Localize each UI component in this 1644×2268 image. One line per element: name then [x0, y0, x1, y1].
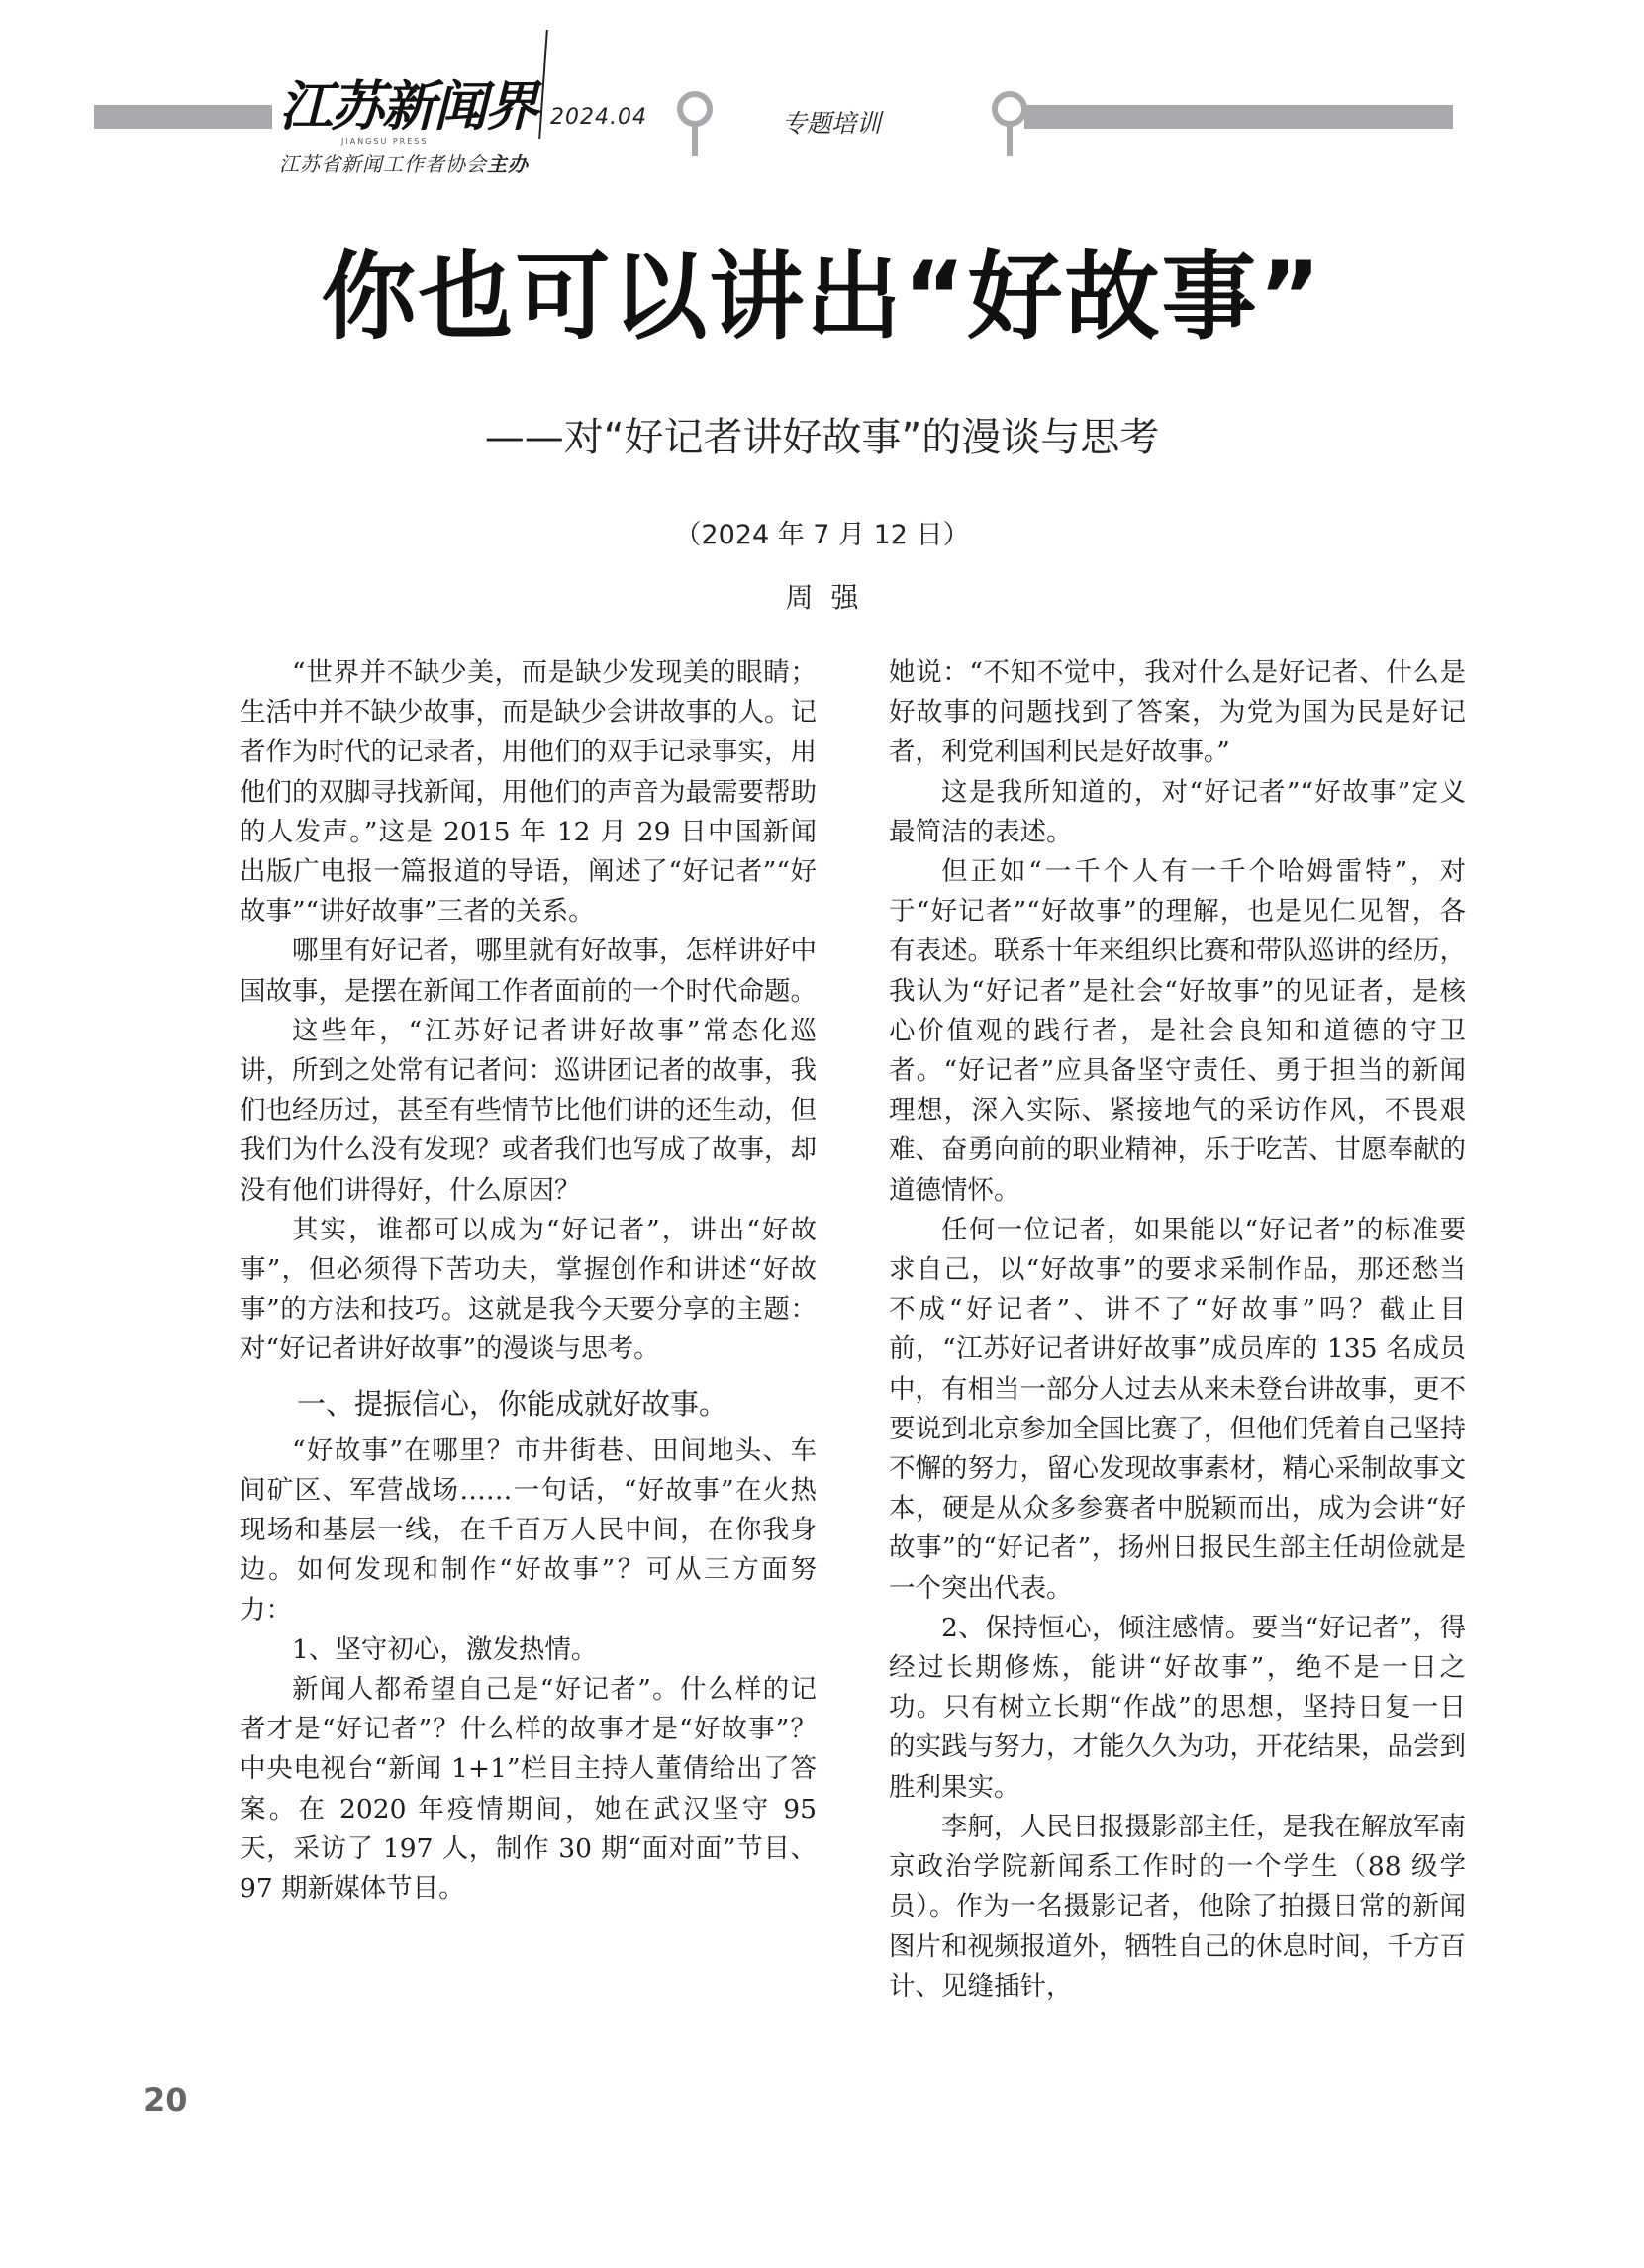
- paragraph: 她说：“不知不觉中，我对什么是好记者、什么是好故事的问题找到了答案，为党为国为民是好记者，利党利国利民是好故事。”: [889, 657, 1466, 768]
- paragraph: 新闻人都希望自己是“好记者”。什么样的记者才是“好记者”？什么样的故事才是“好故事”？中央电视台“新闻 1+1”栏目主持人董倩给出了答案。在 2020 年疫情期间，她在武汉坚守 95 天，采访了 197 人，制作 30 期“面对面”节目、97 期新媒体节目。: [240, 1674, 817, 1905]
- paragraph: 这些年，“江苏好记者讲好故事”常态化巡讲，所到之处常有记者问：巡讲团记者的故事，我们也经历过，甚至有些情节比他们讲的还生动，但我们为什么没有发现？或者我们也写成了故事，却没有他们讲得好，什么原因？: [240, 1015, 817, 1206]
- section-heading: 一、提振信心，你能成就好故事。: [297, 1386, 728, 1421]
- article-subtitle: ——对“好记者讲好故事”的漫谈与思考: [484, 415, 1160, 460]
- header-bar-right: [1024, 105, 1453, 129]
- article-date: （2024 年 7 月 12 日）: [674, 520, 970, 550]
- header-bar-left: [94, 105, 272, 129]
- paragraph: 哪里有好记者，哪里就有好故事，怎样讲好中国故事，是摆在新闻工作者面前的一个时代命题。: [240, 936, 817, 1007]
- paragraph: “世界并不缺少美，而是缺少发现美的眼睛；生活中并不缺少故事，而是缺少会讲故事的人。记者作为时代的记录者，用他们的双手记录事实，用他们的双脚寻找新闻，用他们的声音为最需要帮助的人发声。”这是 2015 年 12 月 29 日中国新闻出版广电报一篇报道的导语，阐述了“好记者”“好故事”“讲好故事”三者的关系。: [240, 657, 817, 928]
- article-author: 周强: [785, 581, 877, 614]
- magazine-logo: 江苏新闻界: [279, 75, 536, 138]
- paragraph: 1、坚守初心，激发热情。: [292, 1633, 598, 1665]
- article-title: 你也可以讲出“好故事”: [321, 242, 1323, 352]
- paragraph: 其实，谁都可以成为“好记者”，讲出“好故事”，但必须得下苦功夫，掌握创作和讲述“好故事”的方法和技巧。这就是我今天要分享的主题：对“好记者讲好故事”的漫谈与思考。: [240, 1214, 817, 1365]
- issue-number: 2024.04: [550, 105, 647, 130]
- right-column: [889, 653, 1466, 2007]
- pin-icon: [990, 91, 1029, 160]
- organizer-name: 江苏省新闻工作者协会: [279, 152, 487, 176]
- left-column: [240, 653, 817, 1909]
- paragraph: 2、保持恒心，倾注感情。要当“好记者”，得经过长期修炼，能讲“好故事”，绝不是一日之功。只有树立长期“作战”的思想，坚持日复一日的实践与努力，才能久久为功，开花结果，品尝到胜利果实。: [889, 1612, 1466, 1803]
- page-number: 20: [144, 2081, 188, 2119]
- paragraph: 但正如“一千个人有一千个哈姆雷特”，对于“好记者”“好故事”的理解，也是见仁见智，各有表述。联系十年来组织比赛和带队巡讲的经历，我认为“好记者”是社会“好故事”的见证者，是核心价值观的践行者，是社会良知和道德的守卫者。“好记者”应具备坚守责任、勇于担当的新闻理想，深入实际、紧接地气的采访作风，不畏艰难、奋勇向前的职业精神，乐于吃苦、甘愿奉献的道德情怀。: [889, 856, 1466, 1206]
- paragraph: 李舸，人民日报摄影部主任，是我在解放军南京政治学院新闻系工作时的一个学生（88 级学员）。作为一名摄影记者，他除了拍摄日常的新闻图片和视频报道外，牺牲自己的休息时间，千方百计、见缝插针，: [889, 1811, 1466, 2002]
- paragraph: 这是我所知道的，对“好记者”“好故事”定义最简洁的表述。: [889, 776, 1466, 847]
- paragraph: 任何一位记者，如果能以“好记者”的标准要求自己，以“好故事”的要求采制作品，那还愁当不成“好记者”、讲不了“好故事”吗？截止目前，“江苏好记者讲好故事”成员库的 135 名成员中，有相当一部分人过去从来未登台讲故事，更不要说到北京参加全国比赛了，但他们凭着自己坚持不懈的努力，留心发现故事素材，精心采制故事文本，硬是从众多参赛者中脱颖而出，成为会讲“好故事”的“好记者”，扬州日报民生部主任胡俭就是一个突出代表。: [889, 1214, 1466, 1604]
- paragraph: “好故事”在哪里？市井街巷、田间地头、车间矿区、军营战场……一句话，“好故事”在火热现场和基层一线，在千百万人民中间，在你我身边。如何发现和制作“好故事”？可从三方面努力：: [240, 1434, 817, 1626]
- header-divider: [538, 30, 548, 139]
- pin-icon: [675, 91, 715, 160]
- magazine-logo-en: JIANGSU PRESS: [341, 137, 429, 146]
- organizer-line: [279, 148, 529, 177]
- section-label: 专题培训: [782, 109, 882, 138]
- organizer-suffix: 主办: [487, 152, 529, 176]
